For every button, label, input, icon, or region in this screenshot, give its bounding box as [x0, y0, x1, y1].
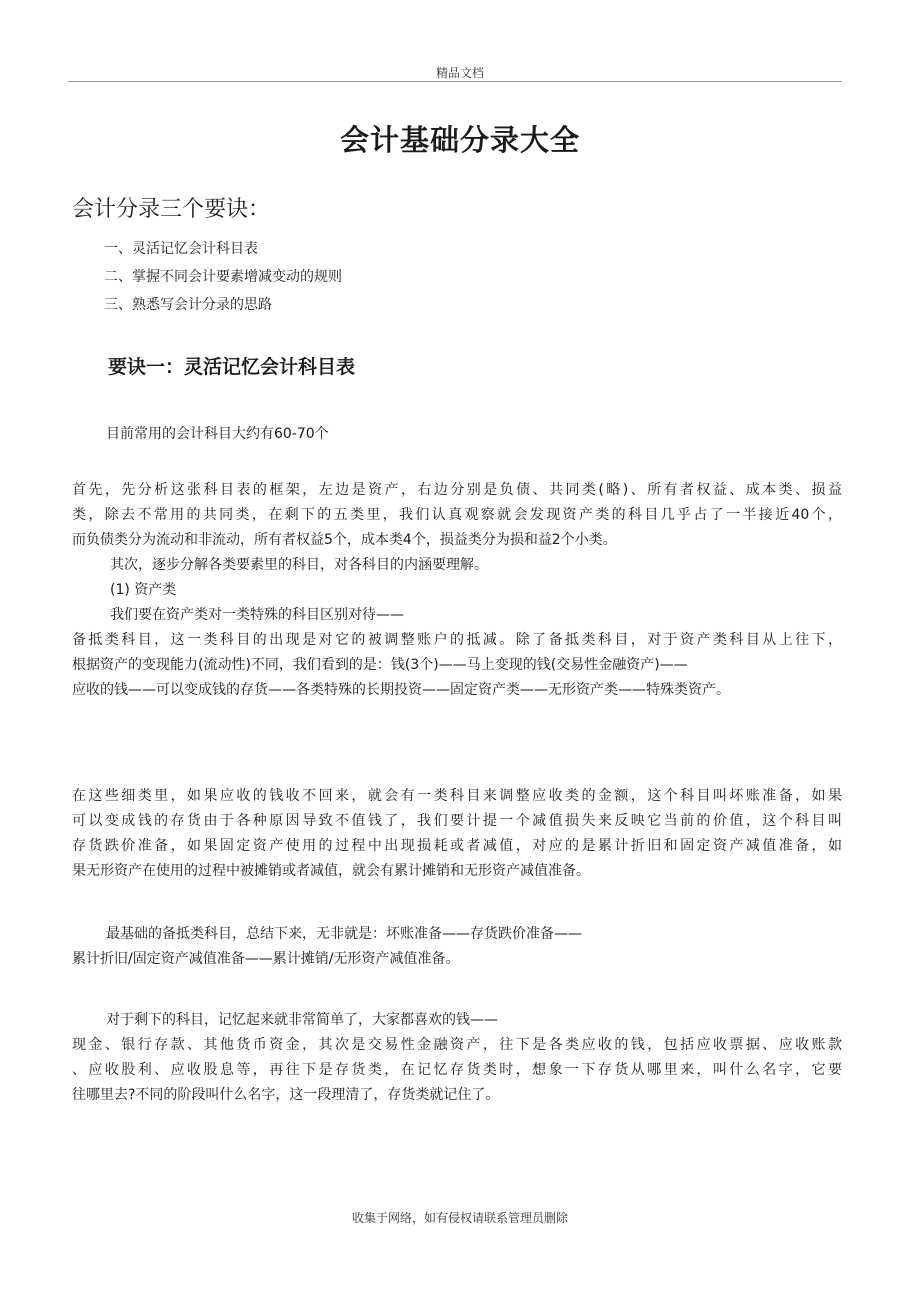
paragraph-line: 目前常用的会计科目大约有60-70个 [106, 426, 329, 442]
paragraph-line: 备抵类科目，这一类科目的出现是对它的被调整账户的抵减。除了备抵类科目，对于资产类科目从上往下， [72, 632, 842, 648]
section-heading: 会计分录三个要诀： [72, 197, 271, 222]
paragraph-line: 在这些细类里，如果应收的钱收不回来，就会有一类科目来调整应收类的金额，这个科目叫坏账准备，如果 [72, 788, 842, 804]
paragraph-line: 根据资产的变现能力(流动性)不同，我们看到的是：钱(3个)——马上变现的钱(交易性金融资产)—— [72, 657, 688, 673]
header-text: 精品文档 [435, 66, 484, 80]
paragraph-line: 应收的钱——可以变成钱的存货——各类特殊的长期投资——固定资产类——无形资产类——特殊类资产。 [72, 682, 730, 698]
principles-list [104, 235, 342, 319]
principle-item: 一、灵活记忆会计科目表 [104, 241, 258, 257]
paragraph-line: 、应收股利、应收股息等，再往下是存货类，在记忆存货类时，想象一下存货从哪里来，叫什么名字，它要 [72, 1062, 842, 1078]
paragraph-line: 现金、银行存款、其他货币资金，其次是交易性金融资产，往下是各类应收的钱，包括应收票据、应收账款 [72, 1037, 842, 1053]
paragraph-line: 存货跌价准备，如果固定资产使用的过程中出现损耗或者减值，对应的是累计折旧和固定资产减值准备，如 [72, 838, 842, 854]
paragraph-line: 累计折旧/固定资产减值准备——累计摊销/无形资产减值准备。 [72, 951, 460, 967]
header-divider [68, 81, 842, 82]
paragraph-line: 类，除去不常用的共同类，在剩下的五类里，我们认真观察就会发现资产类的科目几乎占了一半接近40个， [72, 507, 842, 523]
paragraph-summary [72, 922, 842, 972]
document-title: 会计基础分录大全 [339, 123, 580, 157]
paragraph-framework [72, 478, 842, 703]
paragraph-subject-count [72, 422, 842, 447]
paragraph-line: (1) 资产类 [110, 582, 177, 598]
paragraph-allowance-accounts [72, 784, 842, 884]
principle-item: 二、掌握不同会计要素增减变动的规则 [104, 269, 342, 285]
paragraph-line: 对于剩下的科目，记忆起来就非常简单了，大家都喜欢的钱—— [106, 1012, 498, 1028]
paragraph-line: 果无形资产在使用的过程中被摊销或者减值，就会有累计摊销和无形资产减值准备。 [72, 863, 590, 879]
sub-heading: 要诀一：灵活记忆会计科目表 [108, 356, 356, 378]
paragraph-line: 而负债类分为流动和非流动，所有者权益5个，成本类4个，损益类分为损和益2个小类。 [72, 532, 617, 548]
paragraph-line: 我们要在资产类对一类特殊的科目区别对待—— [110, 607, 404, 623]
principle-item: 三、熟悉写会计分录的思路 [104, 297, 272, 313]
page-footer: 收集于网络，如有侵权请联系管理员删除 [351, 1211, 568, 1225]
paragraph-line: 首先，先分析这张科目表的框架，左边是资产，右边分别是负债、共同类(略)、所有者权益、成本类、损益 [72, 482, 842, 498]
paragraph-line: 其次，逐步分解各类要素里的科目，对各科目的内涵要理解。 [110, 557, 488, 573]
paragraph-line: 最基础的备抵类科目，总结下来，无非就是：坏账准备——存货跌价准备—— [106, 926, 582, 942]
paragraph-remaining-accounts [72, 1008, 842, 1108]
paragraph-line: 往哪里去?不同的阶段叫什么名字，这一段理清了，存货类就记住了。 [72, 1087, 500, 1103]
paragraph-line: 可以变成钱的存货由于各种原因导致不值钱了，我们要计提一个减值损失来反映它当前的价值，这个科目叫 [72, 813, 842, 829]
